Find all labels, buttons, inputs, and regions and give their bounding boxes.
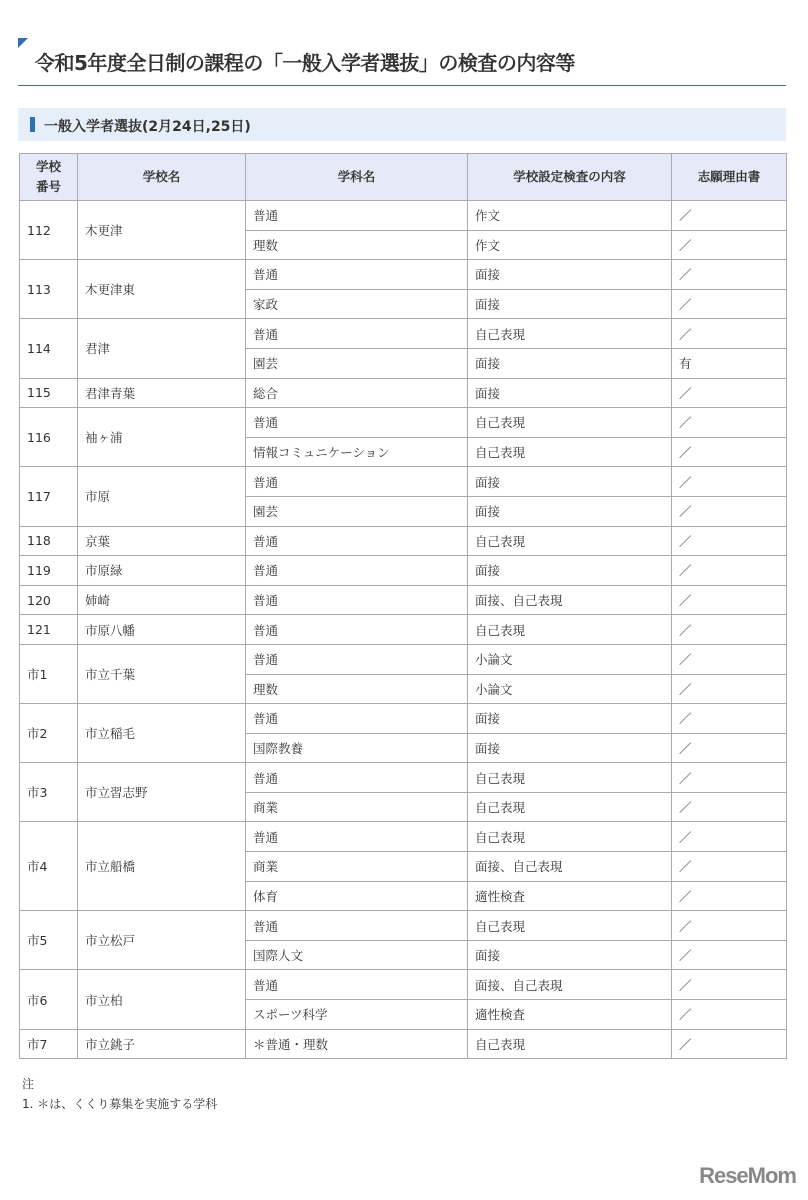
- table-row: [20, 644, 787, 674]
- course-name-cell: 普通: [246, 526, 468, 556]
- application-reason-cell: ／: [672, 733, 787, 763]
- exam-content-cell: 面接: [468, 556, 672, 586]
- course-name-cell: スポーツ科学: [246, 1000, 468, 1030]
- application-reason-cell: ／: [672, 585, 787, 615]
- corner-accent-icon: [18, 38, 28, 48]
- application-reason-cell: ／: [672, 1029, 787, 1059]
- course-name-cell: 普通: [246, 408, 468, 438]
- application-reason-cell: ／: [672, 437, 787, 467]
- exam-content-cell: 面接: [468, 733, 672, 763]
- exam-content-cell: 面接: [468, 940, 672, 970]
- school-number-cell: 118: [20, 526, 78, 556]
- notes-heading: 注: [22, 1077, 35, 1091]
- school-number-cell: 114: [20, 319, 78, 378]
- application-reason-cell: ／: [672, 763, 787, 793]
- school-number-cell: 市3: [20, 763, 78, 822]
- school-number-cell: 市6: [20, 970, 78, 1029]
- school-name-cell: 市立千葉: [78, 644, 246, 703]
- table-row: [20, 822, 787, 852]
- course-name-cell: 園芸: [246, 496, 468, 526]
- exam-content-cell: 適性検査: [468, 881, 672, 911]
- course-name-cell: 普通: [246, 556, 468, 586]
- school-number-cell: 121: [20, 615, 78, 645]
- exam-content-cell: 面接: [468, 348, 672, 378]
- header-course-name: 学科名: [246, 154, 468, 201]
- course-name-cell: 普通: [246, 585, 468, 615]
- title-divider: [18, 85, 786, 86]
- course-name-cell: 商業: [246, 852, 468, 882]
- table-row: [20, 467, 787, 497]
- course-name-cell: 国際教養: [246, 733, 468, 763]
- exam-content-table: [19, 153, 787, 1059]
- application-reason-cell: ／: [672, 792, 787, 822]
- exam-content-cell: 面接、自己表現: [468, 970, 672, 1000]
- application-reason-cell: ／: [672, 704, 787, 734]
- course-name-cell: 情報コミュニケーション: [246, 437, 468, 467]
- table-row: [20, 763, 787, 793]
- exam-content-cell: 面接: [468, 260, 672, 290]
- resemom-logo: ReseMom: [699, 1163, 796, 1188]
- table-row: [20, 408, 787, 438]
- section-bar-icon: [30, 117, 35, 132]
- school-number-cell: 市5: [20, 911, 78, 970]
- exam-content-cell: 面接: [468, 496, 672, 526]
- school-number-cell: 117: [20, 467, 78, 526]
- school-number-cell: 市2: [20, 704, 78, 763]
- application-reason-cell: ／: [672, 644, 787, 674]
- course-name-cell: ＊普通・理数: [246, 1029, 468, 1059]
- course-name-cell: 普通: [246, 201, 468, 231]
- exam-content-cell: 適性検査: [468, 1000, 672, 1030]
- application-reason-cell: ／: [672, 556, 787, 586]
- exam-content-cell: 面接: [468, 704, 672, 734]
- application-reason-cell: ／: [672, 467, 787, 497]
- school-number-cell: 市7: [20, 1029, 78, 1059]
- table-row: [20, 585, 787, 615]
- table-row: [20, 704, 787, 734]
- header-school-number: 学校番号: [20, 154, 78, 201]
- course-name-cell: 商業: [246, 792, 468, 822]
- application-reason-cell: ／: [672, 230, 787, 260]
- course-name-cell: 普通: [246, 260, 468, 290]
- course-name-cell: 体育: [246, 881, 468, 911]
- application-reason-cell: ／: [672, 289, 787, 319]
- exam-content-cell: 作文: [468, 201, 672, 231]
- application-reason-cell: ／: [672, 378, 787, 408]
- school-name-cell: 市立柏: [78, 970, 246, 1029]
- section-header: [18, 108, 786, 141]
- application-reason-cell: ／: [672, 881, 787, 911]
- course-name-cell: 普通: [246, 467, 468, 497]
- school-name-cell: 京葉: [78, 526, 246, 556]
- application-reason-cell: ／: [672, 260, 787, 290]
- application-reason-cell: ／: [672, 852, 787, 882]
- exam-content-cell: 面接: [468, 467, 672, 497]
- application-reason-cell: ／: [672, 408, 787, 438]
- exam-content-cell: 自己表現: [468, 792, 672, 822]
- application-reason-cell: ／: [672, 526, 787, 556]
- course-name-cell: 普通: [246, 615, 468, 645]
- school-name-cell: 市立銚子: [78, 1029, 246, 1059]
- course-name-cell: 総合: [246, 378, 468, 408]
- school-name-cell: 市立船橋: [78, 822, 246, 911]
- school-name-cell: 市立習志野: [78, 763, 246, 822]
- exam-content-cell: 作文: [468, 230, 672, 260]
- school-number-cell: 120: [20, 585, 78, 615]
- school-name-cell: 袖ヶ浦: [78, 408, 246, 467]
- page-title: 令和5年度全日制の課程の「一般入学者選抜」の検査の内容等: [35, 51, 575, 75]
- course-name-cell: 普通: [246, 704, 468, 734]
- school-name-cell: 市立稲毛: [78, 704, 246, 763]
- school-number-cell: 116: [20, 408, 78, 467]
- note-item: 1. ＊は、くくり募集を実施する学科: [22, 1097, 218, 1111]
- table-row: [20, 260, 787, 290]
- school-number-cell: 115: [20, 378, 78, 408]
- course-name-cell: 普通: [246, 970, 468, 1000]
- section-heading: 一般入学者選抜(2月24日,25日): [44, 119, 251, 135]
- exam-content-cell: 面接、自己表現: [468, 852, 672, 882]
- application-reason-cell: ／: [672, 822, 787, 852]
- header-application-reason: 志願理由書: [672, 154, 787, 201]
- application-reason-cell: ／: [672, 201, 787, 231]
- course-name-cell: 普通: [246, 822, 468, 852]
- school-name-cell: 木更津: [78, 201, 246, 260]
- exam-content-cell: 自己表現: [468, 1029, 672, 1059]
- school-name-cell: 君津青葉: [78, 378, 246, 408]
- course-name-cell: 家政: [246, 289, 468, 319]
- application-reason-cell: ／: [672, 1000, 787, 1030]
- school-name-cell: 姉崎: [78, 585, 246, 615]
- exam-content-cell: 自己表現: [468, 822, 672, 852]
- exam-content-cell: 自己表現: [468, 319, 672, 349]
- exam-content-cell: 小論文: [468, 674, 672, 704]
- application-reason-cell: 有: [672, 348, 787, 378]
- school-name-cell: 君津: [78, 319, 246, 378]
- application-reason-cell: ／: [672, 496, 787, 526]
- course-name-cell: 普通: [246, 644, 468, 674]
- table-row: [20, 1029, 787, 1059]
- school-name-cell: 市原緑: [78, 556, 246, 586]
- application-reason-cell: ／: [672, 970, 787, 1000]
- application-reason-cell: ／: [672, 319, 787, 349]
- table-row: [20, 526, 787, 556]
- exam-content-cell: 自己表現: [468, 763, 672, 793]
- course-name-cell: 普通: [246, 319, 468, 349]
- table-row: [20, 911, 787, 941]
- table-row: [20, 378, 787, 408]
- exam-content-cell: 面接: [468, 289, 672, 319]
- school-number-cell: 112: [20, 201, 78, 260]
- course-name-cell: 理数: [246, 674, 468, 704]
- table-row: [20, 319, 787, 349]
- table-header-row: [20, 154, 787, 201]
- exam-content-cell: 面接: [468, 378, 672, 408]
- exam-content-cell: 自己表現: [468, 408, 672, 438]
- school-number-cell: 119: [20, 556, 78, 586]
- table-row: [20, 556, 787, 586]
- exam-content-cell: 小論文: [468, 644, 672, 674]
- course-name-cell: 国際人文: [246, 940, 468, 970]
- application-reason-cell: ／: [672, 940, 787, 970]
- exam-content-cell: 自己表現: [468, 615, 672, 645]
- exam-content-cell: 自己表現: [468, 911, 672, 941]
- table-row: [20, 615, 787, 645]
- table-row: [20, 201, 787, 231]
- school-name-cell: 木更津東: [78, 260, 246, 319]
- course-name-cell: 理数: [246, 230, 468, 260]
- school-number-cell: 市1: [20, 644, 78, 703]
- exam-content-cell: 自己表現: [468, 437, 672, 467]
- school-number-cell: 市4: [20, 822, 78, 911]
- school-name-cell: 市原八幡: [78, 615, 246, 645]
- header-school-name: 学校名: [78, 154, 246, 201]
- school-name-cell: 市原: [78, 467, 246, 526]
- course-name-cell: 普通: [246, 763, 468, 793]
- course-name-cell: 園芸: [246, 348, 468, 378]
- application-reason-cell: ／: [672, 615, 787, 645]
- header-exam-content: 学校設定検査の内容: [468, 154, 672, 201]
- application-reason-cell: ／: [672, 674, 787, 704]
- table-body: [20, 201, 787, 1059]
- exam-content-cell: 面接、自己表現: [468, 585, 672, 615]
- exam-content-cell: 自己表現: [468, 526, 672, 556]
- school-number-cell: 113: [20, 260, 78, 319]
- table-row: [20, 970, 787, 1000]
- school-name-cell: 市立松戸: [78, 911, 246, 970]
- course-name-cell: 普通: [246, 911, 468, 941]
- application-reason-cell: ／: [672, 911, 787, 941]
